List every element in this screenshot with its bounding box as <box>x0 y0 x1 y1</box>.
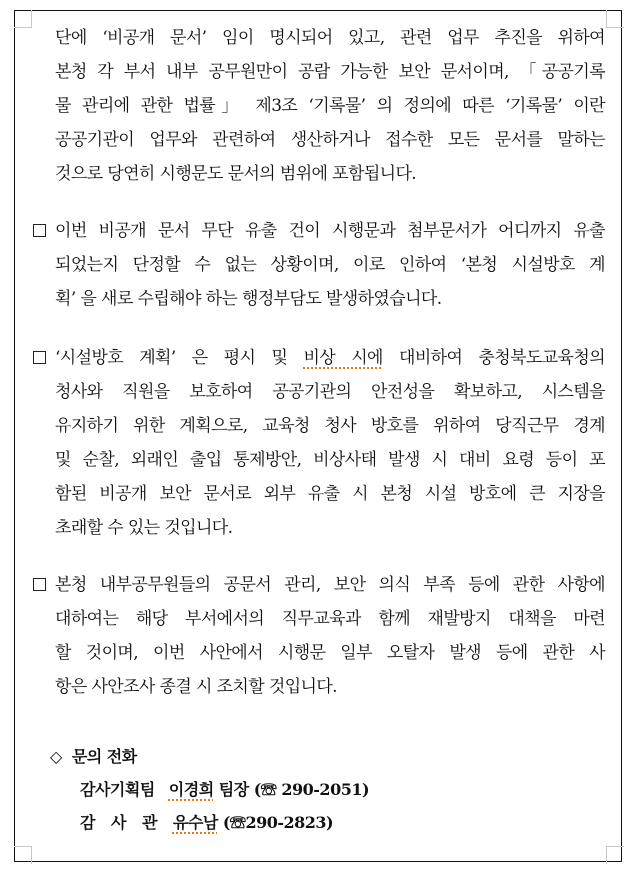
text-line: 및 순찰, 외래인 출입 통제방안, 비상사태 발생 시 대비 요령 등이 포 <box>55 450 605 470</box>
text-line: 본청 각 부서 내부 공무원만이 공람 가능한 보안 문서이며, 「공공기록 <box>55 62 605 82</box>
corner-mark-bottom-right <box>606 846 624 864</box>
text-line: 물 관리에 관한 법률」 제3조 ‘기록물’ 의 정의에 따른 ‘기록물’ 이란 <box>55 96 605 116</box>
text-line: 획’ 을 새로 수립해야 하는 행정부담도 발생하였습니다. <box>55 289 442 309</box>
contact-row: 감사기획팀 이경희 팀장 (☏ 290-2051) <box>80 780 370 799</box>
checkbox-bullet-icon <box>33 578 46 591</box>
contact-phone: 290-2823 <box>245 813 327 832</box>
corner-mark-bottom-left <box>14 846 32 864</box>
checkbox-bullet-icon <box>33 351 46 364</box>
text-line: 되었는지 단정할 수 없는 상황이며, 이로 인하여 ‘본청 시설방호 계 <box>55 255 605 275</box>
text-line: 본청 내부공무원들의 공문서 관리, 보안 의식 부족 등에 관한 사항에 <box>55 575 605 595</box>
checkbox-bullet-icon <box>33 224 46 237</box>
contact-name: 유수남 <box>172 813 218 832</box>
text-line: 청사와 직원을 보호하여 공공기관의 안전성을 확보하고, 시스템을 <box>55 382 605 402</box>
bullet-line <box>33 346 605 370</box>
text-line: 단에 ‘비공개 문서’ 임이 명시되어 있고, 관련 업무 추진을 위하여 <box>55 28 605 48</box>
text-line: 항은 사안조사 종결 시 조치할 것입니다. <box>55 677 337 697</box>
text-line: 함된 비공개 보안 문서로 외부 유출 시 본청 시설 방호에 큰 지장을 <box>55 484 605 504</box>
contact-phone: 290-2051 <box>281 780 362 799</box>
bullet-line <box>33 573 605 597</box>
contact-dept: 감 사 관 <box>80 813 157 832</box>
corner-mark-top-left <box>14 10 32 28</box>
text-line: 공공기관이 업무와 관련하여 생산하거나 접수한 모든 문서를 말하는 <box>55 130 605 150</box>
contact-name: 이경희 <box>168 780 214 799</box>
text-line: 할 것이며, 이번 사안에서 시행문 일부 오탈자 발생 등에 관한 사 <box>55 643 605 663</box>
text-line: 유지하기 위한 계획으로, 교육청 청사 방호를 위하여 당직근무 경계 <box>55 416 605 436</box>
text-segment: 대비하여 충청북도교육청의 <box>382 348 605 368</box>
text-segment: ‘시설방호 계획’ 은 평시 및 <box>55 348 304 368</box>
contact-row: 감 사 관 유수남 (☏290-2823) <box>80 813 334 832</box>
corner-mark-top-right <box>606 10 624 28</box>
text-line: 대하여는 해당 부서에서의 직무교육과 함께 재발방지 대책을 마련 <box>55 609 605 629</box>
bullet-line <box>33 219 605 243</box>
contact-title: 팀장 <box>218 780 249 799</box>
contact-heading <box>50 746 137 768</box>
text-line: 초래할 수 있는 것입니다. <box>55 518 233 538</box>
text-line: 이번 비공개 문서 무단 유출 건이 시행문과 첨부문서가 어디까지 유출 <box>55 221 605 241</box>
spellcheck-marked-text[interactable]: 비상 시에 <box>303 348 383 368</box>
phone-icon: ☏ <box>260 780 277 799</box>
phone-icon: ☏ <box>229 813 246 832</box>
contact-heading-label: 문의 전화 <box>71 747 137 766</box>
diamond-icon: ◇ <box>50 747 62 766</box>
text-line: 것으로 당연히 시행문도 문서의 범위에 포함됩니다. <box>55 164 417 184</box>
contact-dept: 감사기획팀 <box>80 780 155 799</box>
